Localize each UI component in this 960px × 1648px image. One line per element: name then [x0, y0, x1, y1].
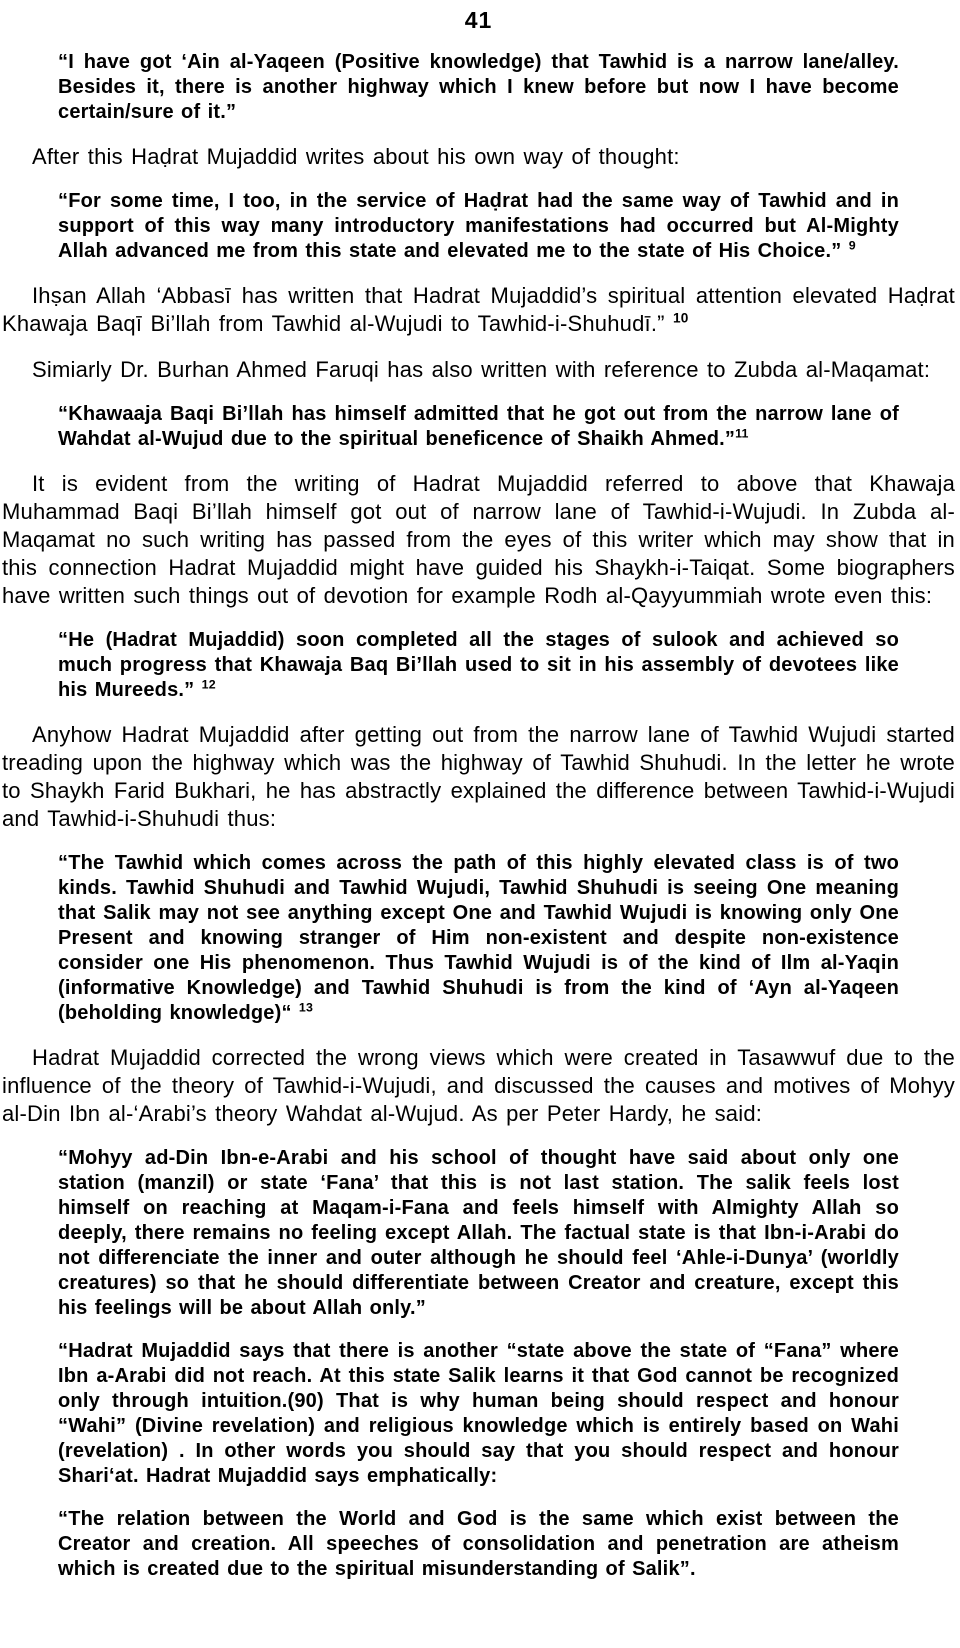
footnote-ref-11: 11: [735, 426, 749, 441]
paragraph-text: Simiarly Dr. Burhan Ahmed Faruqi has also written with reference to Zubda al-Maqamat:: [32, 357, 931, 382]
quote-text: “He (Hadrat Mujaddid) soon completed all the stages of sulook and achieved so much progress that Khawaja Baq Bi’llah used to sit in his assembly of devotees like his Mureeds.”: [58, 629, 899, 701]
block-quote-2: [58, 189, 899, 264]
block-quote-7: [58, 1339, 899, 1489]
quote-text: “Hadrat Mujaddid says that there is another “state above the state of “Fana” where Ibn a-Arabi did not reach. At this state Salik learns it that God cannot be recognized only through intuition.(90) That is why human being should respect and honour “Wahi” (Divine revelation) and religious knowledge which is entirely based on Wahi (revelation) . In other words you should say that you should respect and honour Shari‘at. Hadrat Mujaddid says emphatically:: [58, 1340, 899, 1487]
paragraph-5: [2, 721, 955, 833]
footnote-ref-10: 10: [673, 310, 689, 326]
quote-text: “Mohyy ad-Din Ibn-e-Arabi and his school of thought have said about only one station (manzil) or state ‘Fana’ that this is not last station. The salik feels lost himself on reaching at Maqam-i-Fana and feels himself with Almighty Allah so deeply, there remains no feeling except Allah. The factual state is that Ibn-i-Arabi do not differenciate the inner and outer although he should feel ‘Ahle-i-Dunya’ (worldly creatures) so that he should differentiate between Creator and creature, except this his feelings will be about Allah only.”: [58, 1147, 899, 1319]
block-quote-1: [58, 50, 899, 125]
quote-text: “I have got ‘Ain al-Yaqeen (Positive knowledge) that Tawhid is a narrow lane/alley. Besides it, there is another highway which I knew before but now I have become certain/sure of it.”: [58, 51, 899, 123]
footnote-ref-12: 12: [201, 677, 216, 692]
paragraph-6: [2, 1044, 955, 1128]
block-quote-6: [58, 1146, 899, 1321]
block-quote-4: [58, 628, 899, 703]
paragraph-1: [2, 143, 955, 171]
paragraph-2: [2, 282, 955, 338]
block-quote-5: [58, 851, 899, 1026]
quote-text: “For some time, I too, in the service of Haḍrat had the same way of Tawhid and in support of this way many introductory manifestations had occurred but Al-Mighty Allah advanced me from this state and elevated me to the state of His Choice.”: [58, 190, 899, 262]
footnote-ref-13: 13: [298, 1000, 314, 1015]
paragraph-text: Ihṣan Allah ‘Abbasī has written that Hadrat Mujaddid’s spiritual attention elevated Haḍrat Khawaja Baqī Bi’llah from Tawhid al-Wujudi to Tawhid-i-Shuhudī.”: [2, 283, 955, 336]
block-quote-3: [58, 402, 899, 452]
paragraph-text: It is evident from the writing of Hadrat Mujaddid referred to above that Khawaja Muhammad Baqi Bi’llah himself got out of narrow lane of Tawhid-i-Wujudi. In Zubda al-Maqamat no such writing has passed from the eyes of this writer which may show that in this connection Hadrat Mujaddid might have guided his Shaykh-i-Taiqat. Some biographers have written such things out of devotion for example Rodh al-Qayyummiah wrote even this:: [2, 471, 955, 608]
page-number: 41: [464, 7, 493, 33]
block-quote-8: [58, 1507, 899, 1582]
paragraph-text: Anyhow Hadrat Mujaddid after getting out from the narrow lane of Tawhid Wujudi started treading upon the highway which was the highway of Tawhid Shuhudi. In the letter he wrote to Shaykh Farid Bukhari, he has abstractly explained the difference between Tawhid-i-Wujudi and Tawhid-i-Shuhudi thus:: [2, 722, 955, 831]
quote-text: “Khawaaja Baqi Bi’llah has himself admitted that he got out from the narrow lane of Wahdat al-Wujud due to the spiritual beneficence of Shaikh Ahmed.”: [58, 403, 899, 450]
paragraph-text: After this Haḍrat Mujaddid writes about his own way of thought:: [32, 144, 680, 169]
quote-text: “The relation between the World and God is the same which exist between the Creator and creation. All speeches of consolidation and penetration are atheism which is created due to the spiritual misunderstanding of Salik”.: [58, 1508, 899, 1580]
quote-text: “The Tawhid which comes across the path of this highly elevated class is of two kinds. Tawhid Shuhudi and Tawhid Wujudi, Tawhid Shuhudi is seeing One meaning that Salik may not see anything except One and Tawhid Wujudi is knowing only One Present and knowing stranger of Him non-existent and despite non-existence consider one His phenomenon. Thus Tawhid Wujudi is of the kind of Ilm al-Yaqin (informative Knowledge) and Tawhid Shuhudi is from the kind of ‘Ayn al-Yaqeen (beholding knowledge)“: [58, 852, 899, 1024]
paragraph-text: Hadrat Mujaddid corrected the wrong views which were created in Tasawwuf due to the influence of the theory of Tawhid-i-Wujudi, and discussed the causes and motives of Mohyy al-Din Ibn al-‘Arabi’s theory Wahdat al-Wujud. As per Peter Hardy, he said:: [2, 1045, 955, 1126]
paragraph-4: [2, 470, 955, 610]
footnote-ref-9: 9: [848, 238, 856, 253]
paragraph-3: [2, 356, 955, 384]
